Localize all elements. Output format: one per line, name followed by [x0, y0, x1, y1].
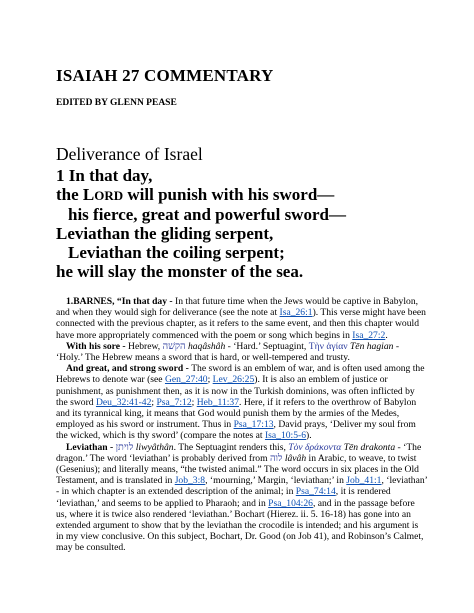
hebrew-word: לוה — [269, 452, 283, 464]
paragraph-text: ). This verse might have been connected with the previous chapter, as it refers to the same event, and then this chapter would have more appropriately commenced with the poem or song which begins in — [56, 307, 426, 341]
transliteration: lâvâh — [284, 452, 307, 464]
paragraph-text: , David prays, ‘Deliver my soul from the wicked, which is thy sword’ (compare the notes at — [56, 419, 416, 442]
lead-phrase: Leviathan - — [66, 441, 116, 453]
scripture-link[interactable]: Psa_7:12 — [156, 396, 192, 408]
paragraph-text: ). — [306, 430, 312, 442]
transliteration: Tēn hagian — [349, 340, 394, 352]
paragraph-text: In that future time when the Jews would be captive in Babylon, and when they would sigh for deliverance (see the note at — [56, 296, 419, 319]
editor-credit: EDITED BY GLENN PEASE — [56, 98, 177, 108]
paragraph-text: - ‘Hard.’ Septuagint, — [225, 340, 309, 352]
paragraph-text: Hebrew, — [128, 340, 163, 352]
paragraph-text: The sword is an emblem of war, and is often used among the Hebrews to denote war (see — [56, 363, 425, 386]
paragraph-text: , ‘mourning,’ Margin, ‘leviathan;’ in — [205, 475, 347, 487]
paragraph-text: , it is rendered ‘leviathan,’ and seems to be applied to Pharaoh; and in — [56, 486, 391, 509]
page-title: ISAIAH 27 COMMENTARY — [56, 66, 274, 85]
scripture-link[interactable]: Psa_74:14 — [295, 486, 336, 498]
paragraph-text: ; — [151, 396, 157, 408]
scripture-link[interactable]: Gen_27:40 — [164, 374, 208, 386]
paragraph-text: , and in the passage before us, where it is twice also rendered ‘leviathan.’ Bochart (Hierez. ii. 5. 16-18) has gone into an extended argument to show that by the leviathan the crocodile is intended; and his argument is in my view conclusive. On this subject, Bochart, Dr. Good (on Job 41), and Robinson’s Calmet, may be consulted. — [56, 497, 424, 554]
paragraph-text: ). It is also an emblem of justice or punishment, as punishment then, as it is now in the Turkish dominions, was often inflicted by the sword — [56, 374, 415, 408]
greek-word: Τὸν δράκοντα — [288, 441, 342, 453]
hebrew-word: הקשׁה — [162, 340, 186, 352]
paragraph-text: ; — [207, 374, 213, 386]
scripture-link[interactable]: Deu_32:41-42 — [95, 396, 152, 408]
verse-line — [56, 185, 346, 205]
commentary-paragraph — [56, 442, 428, 554]
scripture-link[interactable]: Psa_17:13 — [233, 419, 274, 431]
verse-line: Leviathan the gliding serpent, — [56, 224, 274, 243]
section-title: Deliverance of Israel — [56, 144, 203, 164]
paragraph-text: in Arabic, to weave, to twist (Gesenius); and literally means, “the twisted animal.” The word occurs in six places in the Old Testament, and is translated in — [56, 452, 419, 487]
lord-small-caps: ORD — [94, 188, 124, 203]
hebrew-word: לויתן — [115, 441, 134, 453]
paragraph-text: . The Septuagint renders this, — [173, 441, 289, 453]
scripture-link[interactable]: Psa_104:26 — [268, 497, 313, 509]
transliteration: Tēn drakonta — [343, 441, 396, 453]
verse-text: L — [82, 185, 95, 204]
commentary-paragraph — [56, 296, 428, 341]
scripture-link[interactable]: Heb_11:37 — [196, 396, 240, 408]
scripture-link[interactable]: Isa_27:2 — [352, 329, 386, 341]
transliteration: liwyâthân — [135, 441, 174, 453]
verse-line: 1 In that day, — [56, 166, 153, 185]
verse-line: he will slay the monster of the sea. — [56, 262, 304, 281]
scripture-link[interactable]: Lev_26:25 — [212, 374, 255, 386]
scripture-link[interactable]: Isa_26:1 — [279, 307, 313, 319]
scripture-link[interactable]: Isa_10:5-6 — [264, 430, 306, 442]
verse-line: Leviathan the coiling serpent; — [68, 243, 285, 262]
verse-text: the — [56, 185, 83, 204]
lead-phrase: And great, and strong sword - — [66, 363, 192, 375]
transliteration: haqâshâh — [187, 340, 226, 352]
scripture-link[interactable]: Job_41:1 — [346, 475, 382, 487]
verse-text: will punish with his sword— — [123, 185, 335, 204]
commentary-body — [56, 296, 428, 554]
paragraph-text: . Here, if it refers to the overthrow of Babylon and its tyrannical king, it means that God would punish them by the armies of the Medes, employed as his sword or instrument. Thus in — [56, 396, 417, 431]
paragraph-text: . — [385, 329, 388, 341]
verse-block — [56, 166, 346, 281]
paragraph-text: - ‘Holy.’ The Hebrew means a sword that is hard, or well-tempered and trusty. — [56, 340, 400, 364]
greek-word: Τὴν ἁγίαν — [308, 340, 348, 352]
verse-line: his fierce, great and powerful sword— — [68, 205, 346, 224]
paragraph-text: - ‘The dragon.’ The word ‘leviathan’ is probably derived from — [56, 441, 422, 464]
paragraph-text: ; — [191, 396, 197, 408]
lead-phrase: With his sore - — [66, 340, 129, 352]
commentary-paragraph — [56, 363, 428, 441]
commentary-paragraph — [56, 341, 428, 363]
paragraph-text: , ‘leviathan’ - in which chapter is an extended description of the animal; in — [56, 475, 428, 498]
lead-phrase: 1.BARNES, “In that day - — [66, 296, 176, 307]
scripture-link[interactable]: Job_3:8 — [174, 475, 206, 487]
